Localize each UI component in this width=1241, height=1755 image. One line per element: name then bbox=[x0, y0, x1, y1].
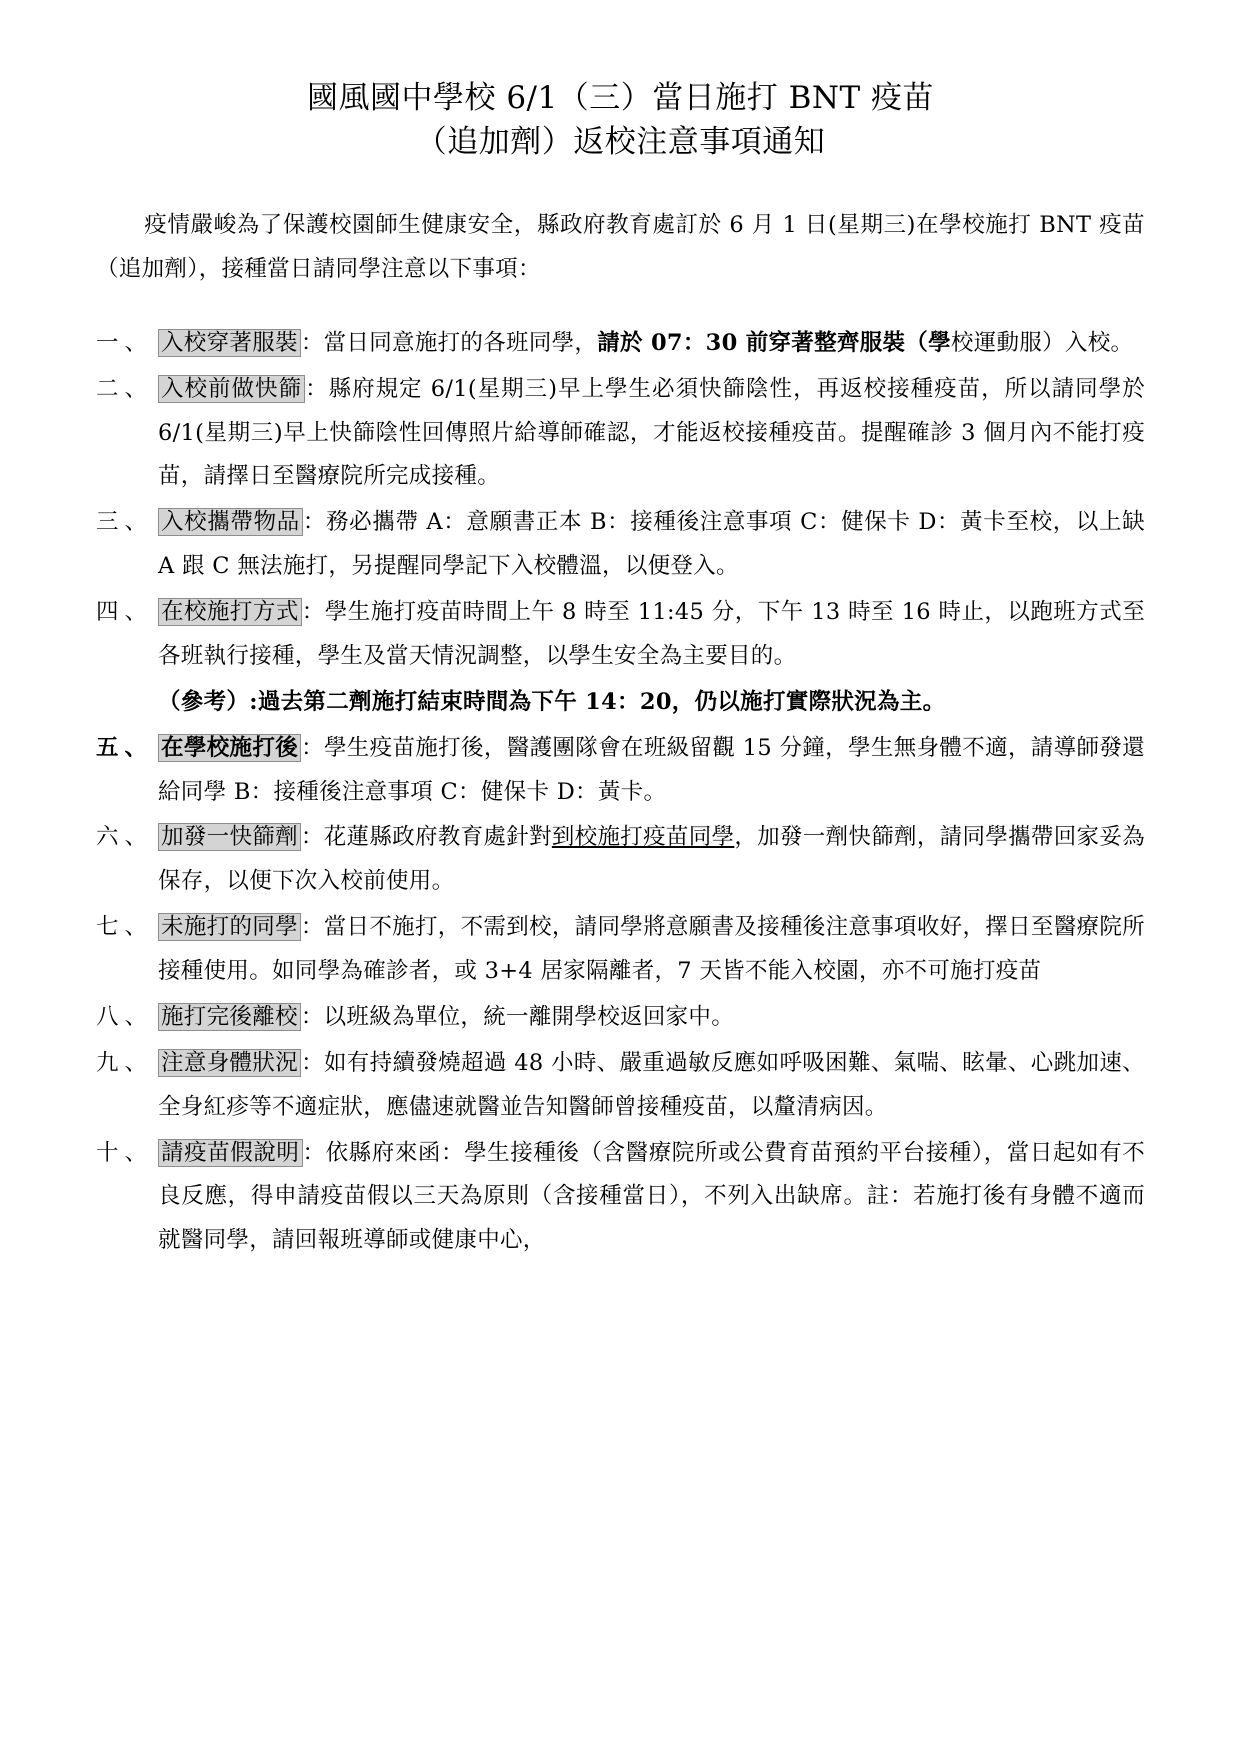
list-item-body bbox=[158, 996, 1145, 1040]
list-item-body bbox=[158, 322, 1145, 366]
list-item-tag: 注意身體狀況 bbox=[158, 1049, 301, 1077]
list-item bbox=[96, 1042, 1145, 1130]
list-item-tag: 在校施打方式 bbox=[158, 598, 302, 626]
title-line-2: （追加劑）返校注意事項通知 bbox=[415, 124, 826, 161]
list-item-text: ：務必攜帶 A：意願書正本 B：接種後注意事項 C：健保卡 D：黃卡至校，以上缺 A 跟 C 無法施打，另提醒同學記下入校體溫，以便登入。 bbox=[158, 509, 1145, 580]
list-item-bold: 請於 07：30 前穿著整齊服裝（學 bbox=[597, 329, 951, 356]
list-item bbox=[96, 996, 1145, 1040]
list-item-number: 三、 bbox=[96, 509, 154, 536]
list-item bbox=[96, 368, 1145, 500]
list-item-body bbox=[158, 816, 1145, 904]
list-item-tag: 施打完後離校 bbox=[158, 1003, 301, 1031]
reference-note-text: 過去第二劑施打結束時間為下午 14：20，仍以施打實際狀況為主。 bbox=[257, 688, 946, 715]
list-item bbox=[96, 501, 1145, 589]
list-item bbox=[96, 816, 1145, 904]
intro-paragraph bbox=[96, 204, 1145, 292]
list-item-tag: 入校攜帶物品 bbox=[158, 508, 303, 536]
list-item-number: 七、 bbox=[96, 914, 154, 941]
list-item-text: ：如有持續發燒超過 48 小時、嚴重過敏反應如呼吸困難、氣喘、眩暈、心跳加速、全身紅疹等不適症狀，應儘速就醫並告知醫師曾接種疫苗，以釐清病因。 bbox=[158, 1049, 1145, 1120]
list-item-tag: 在學校施打後 bbox=[158, 734, 301, 762]
list-item-text: ：以班級為單位，統一離開學校返回家中。 bbox=[300, 1003, 735, 1030]
title-line-1: 國風國中學校 6/1（三）當日施打 BNT 疫苗 bbox=[306, 80, 935, 116]
reference-note bbox=[158, 681, 1145, 725]
list-item-text-b: 校運動服）入校。 bbox=[950, 329, 1134, 356]
list-item-text: ：縣府規定 6/1(星期三)早上學生必須快篩陰性，再返校接種疫苗，所以請同學於 6/1(星期三)早上快篩陰性回傳照片給導師確認，才能返校接種疫苗。提醒確診 3 個月內不能打疫苗，請擇日至醫療院所完成接種。 bbox=[158, 375, 1145, 490]
list-item-text: ：依縣府來函：學生接種後（含醫療院所或公費育苗預約平台接種），當日起如有不良反應，得申請疫苗假以三天為原則（含接種當日），不列入出缺席。註：若施打後有身體不適而就醫同學，請回報班導師或健康中心， bbox=[158, 1139, 1145, 1254]
list-item-number: 五、 bbox=[96, 734, 154, 761]
list-item-body bbox=[158, 906, 1145, 994]
list-item bbox=[96, 1132, 1145, 1264]
list-item-tag: 入校穿著服裝 bbox=[158, 329, 301, 357]
list-item-text-a: ：花蓮縣政府教育處針對 bbox=[300, 824, 552, 851]
list-item-tag: 加發一快篩劑 bbox=[158, 823, 301, 851]
list-item-number: 十、 bbox=[96, 1139, 154, 1166]
list-item bbox=[96, 906, 1145, 994]
list-item-body bbox=[158, 727, 1145, 815]
page-title bbox=[96, 76, 1145, 164]
list-item-number: 四、 bbox=[96, 599, 154, 626]
list-item bbox=[96, 322, 1145, 366]
list-item-body bbox=[158, 1042, 1145, 1130]
list-item-text: ：學生疫苗施打後，醫護團隊會在班級留觀 15 分鐘，學生無身體不適，請導師發還給同學 B：接種後注意事項 C：健保卡 D：黃卡。 bbox=[158, 734, 1145, 805]
list-item-tag: 入校前做快篩 bbox=[158, 375, 305, 403]
notice-list bbox=[96, 322, 1145, 1263]
list-item-body bbox=[158, 368, 1145, 500]
list-item-tag: 未施打的同學 bbox=[158, 913, 301, 941]
list-item-number: 一、 bbox=[96, 329, 154, 356]
list-item-text-a: ：當日同意施打的各班同學， bbox=[300, 329, 598, 356]
list-item-tag: 請疫苗假說明 bbox=[158, 1139, 303, 1167]
list-item-text: ：當日不施打，不需到校，請同學將意願書及接種後注意事項收好，擇日至醫療院所接種使用。如同學為確診者，或 3+4 居家隔離者，7 天皆不能入校園，亦不可施打疫苗 bbox=[158, 914, 1145, 985]
list-item-text-b: ，加發一劑快篩劑，請同學攜帶回家妥為保存，以便下次入校前使用。 bbox=[158, 824, 1145, 895]
list-item bbox=[96, 727, 1145, 815]
list-item-text: ：學生施打疫苗時間上午 8 時至 11:45 分，下午 13 時至 16 時止，以跑班方式至各班執行接種，學生及當天情況調整，以學生安全為主要目的。 bbox=[158, 599, 1145, 669]
list-item-number: 二、 bbox=[96, 375, 154, 402]
list-item-number: 八、 bbox=[96, 1003, 154, 1030]
list-item-body bbox=[158, 501, 1145, 589]
list-item-number: 六、 bbox=[96, 824, 154, 851]
list-item bbox=[96, 591, 1145, 679]
list-item-underline: 到校施打疫苗同學 bbox=[551, 824, 735, 851]
list-item-body bbox=[158, 591, 1145, 679]
list-item-number: 九、 bbox=[96, 1049, 154, 1076]
list-item-body bbox=[158, 1132, 1145, 1264]
reference-note-lead: （參考）: bbox=[158, 688, 258, 715]
intro-text: 疫情嚴峻為了保護校園師生健康安全，縣政府教育處訂於 6 月 1 日(星期三)在學校施打 BNT 疫苗（追加劑），接種當日請同學注意以下事項： bbox=[96, 212, 1145, 282]
